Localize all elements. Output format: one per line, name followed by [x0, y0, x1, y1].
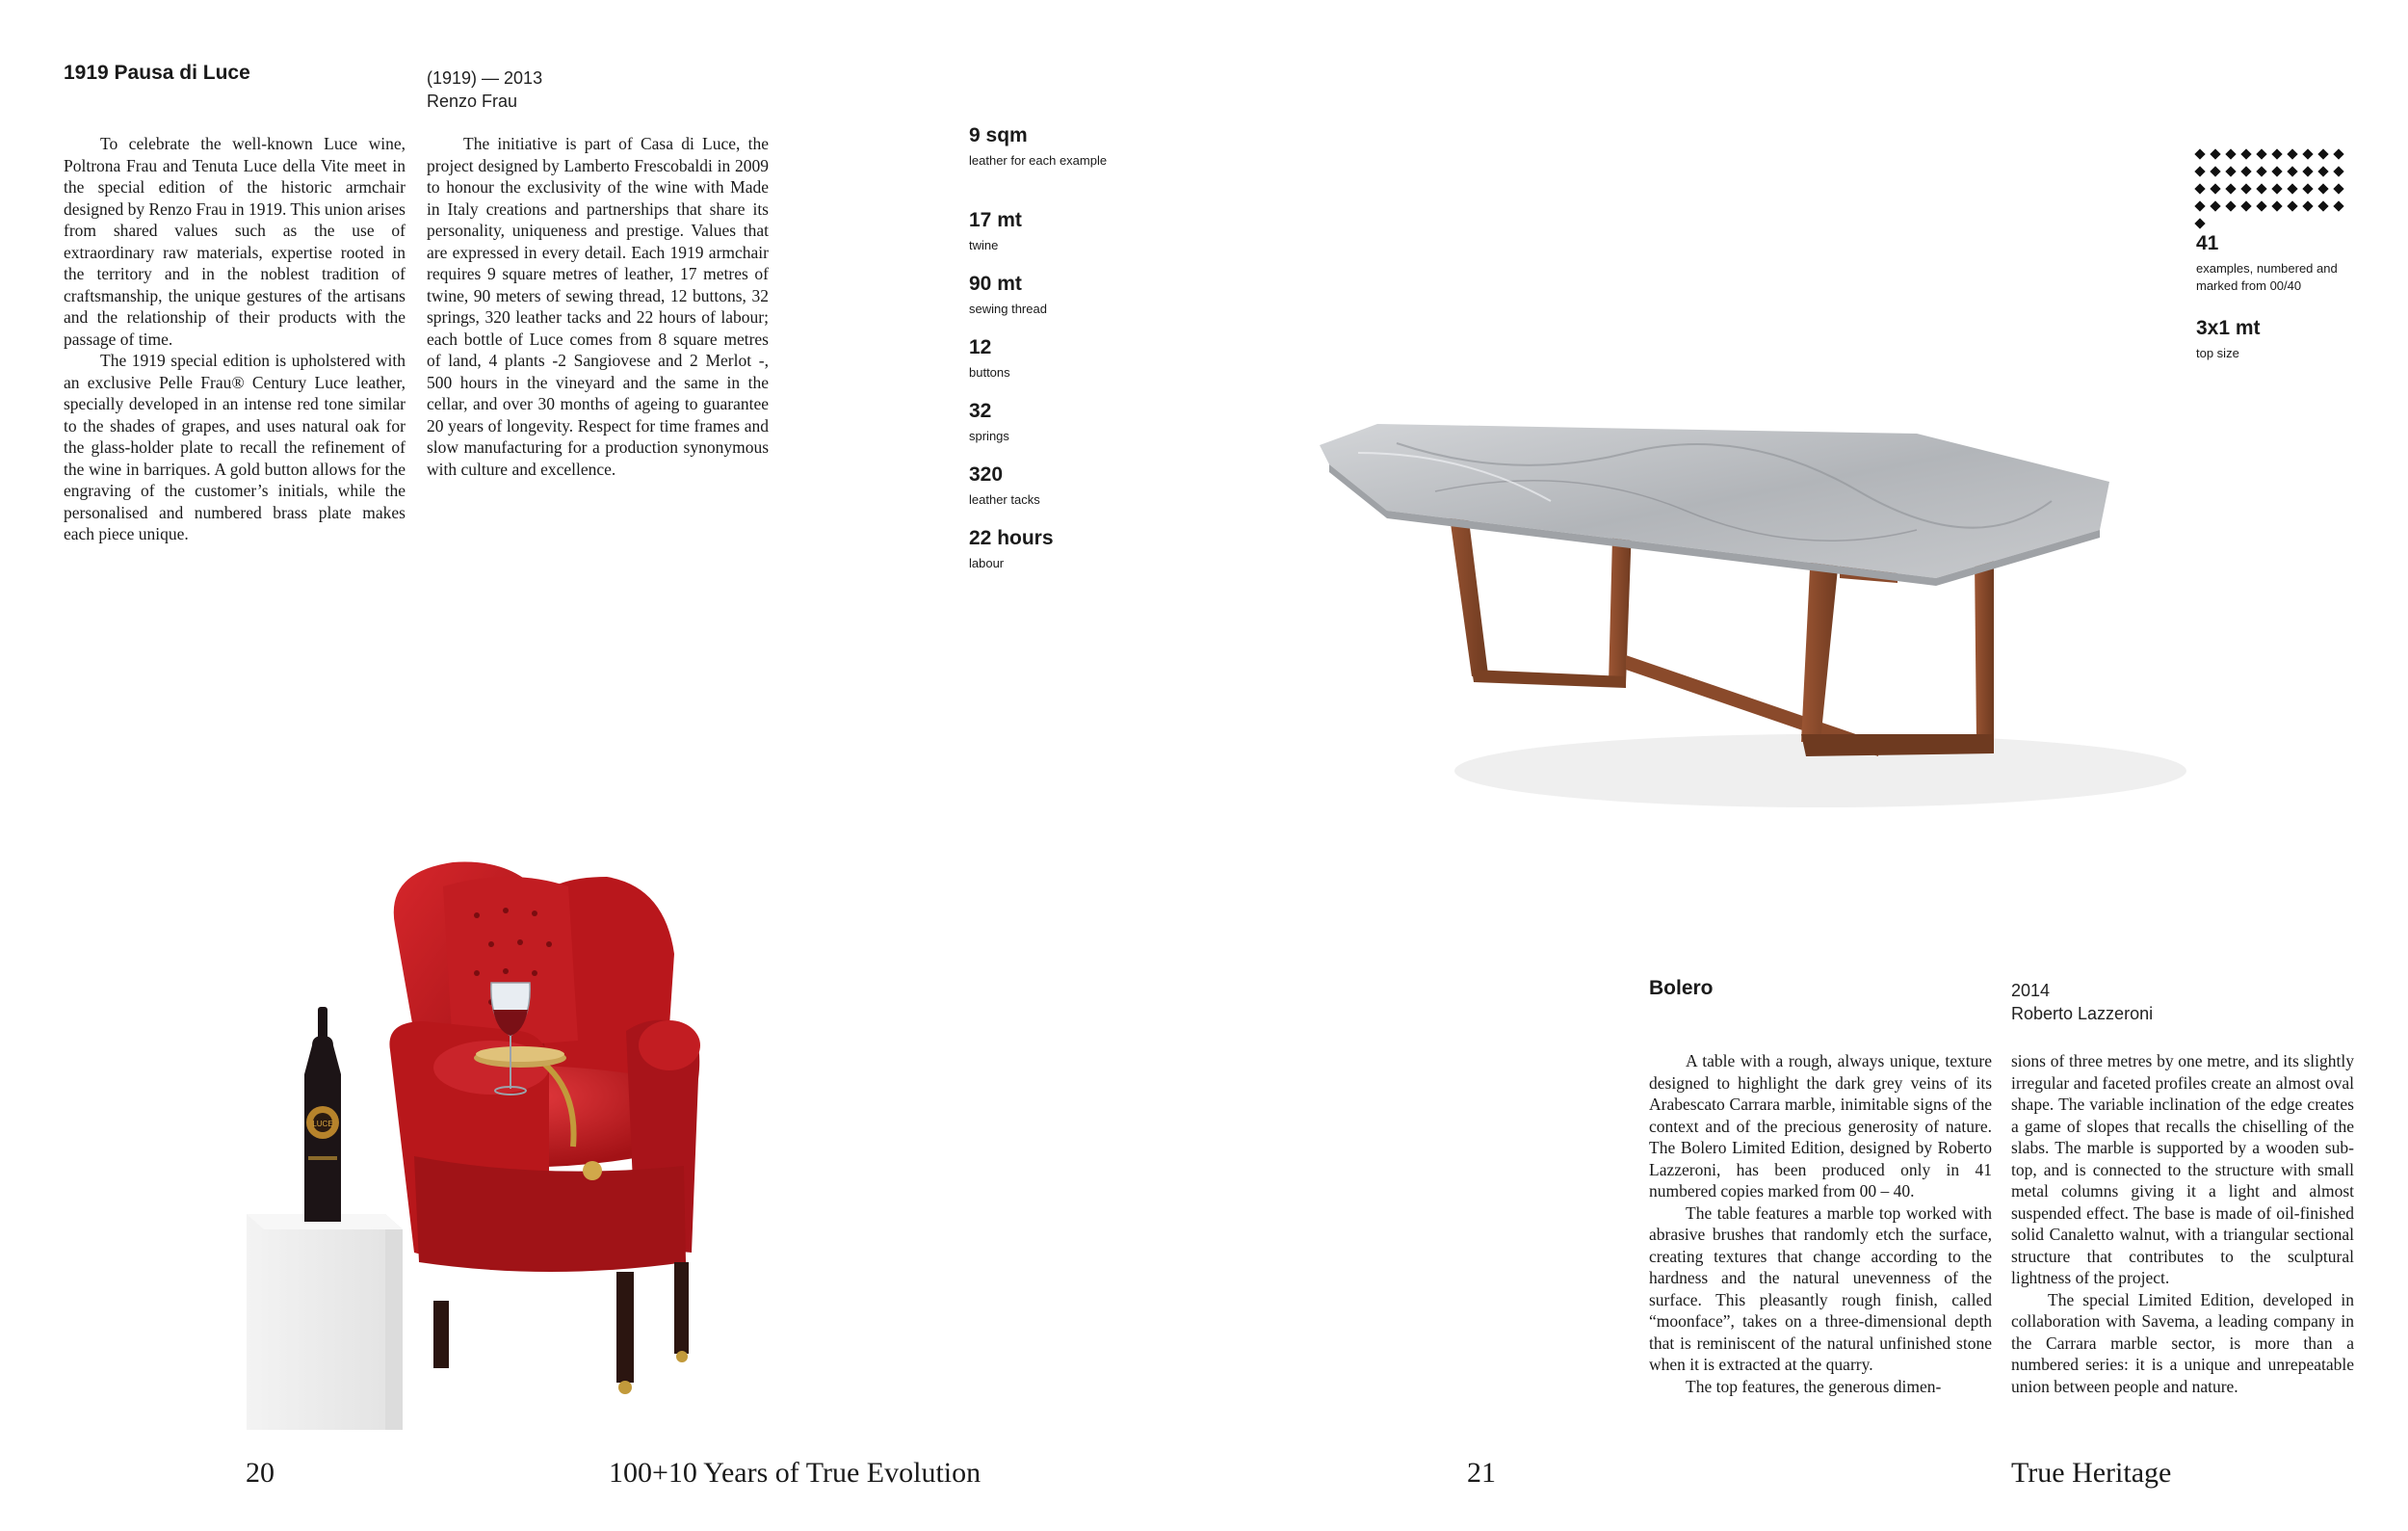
stat-label: examples, numbered and marked from 00/40 — [2196, 261, 2338, 293]
armchair-text-col1 — [64, 133, 406, 545]
diamond-marker — [2240, 183, 2251, 194]
stat — [2196, 231, 2369, 316]
diamond-marker — [2317, 166, 2328, 176]
footer-title-right: True Heritage — [2011, 1457, 2172, 1489]
diamond-marker — [2194, 166, 2205, 176]
diamond-marker — [2256, 183, 2266, 194]
diamond-marker — [2302, 183, 2313, 194]
stat-value: 320 — [969, 463, 1004, 486]
diamond-marker — [2210, 148, 2220, 159]
paragraph: The table features a marble top worked with abrasive brushes that randomly etch the surface, creating textures that change according to the hardness and the natural unevenness of the surface. This pleasantly rough finish, called “moonface”, takes on a three-dimensional depth that is reminiscent of the natural unfinished stone when it is extracted at the quarry. — [1649, 1202, 1992, 1374]
bolero-year: 2014 — [2011, 981, 2051, 1000]
paragraph: The special Limited Edition, developed in collaboration with Savema, a leading company in the Carrara marble sector, is more than a numbered series: it is a unique and unrepeatable union between people and nature. — [2011, 1289, 2354, 1396]
diamond-marker — [2194, 183, 2205, 194]
diamond-marker — [2333, 183, 2343, 194]
armchair-text-col2 — [427, 133, 769, 480]
diamond-marker — [2256, 166, 2266, 176]
paragraph: sions of three metres by one metre, and its slightly irregular and faceted profiles create an almost oval shape. The variable inclination of the edge creates a game of slopes that recalls the chiselling of the slabs. The marble is supported by a wooden sub-top, and is connected to the structure with small metal columns giving it a light and almost suspended effect. The base is made of oil-finished solid Canaletto walnut, with a triangular sectional structure that contributes to the sculptural lightness of the project. — [2011, 1051, 2354, 1287]
diamond-marker — [2317, 200, 2328, 211]
page-number-left: 20 — [246, 1457, 275, 1489]
bolero-stats — [2196, 231, 2369, 362]
stat — [969, 399, 1113, 462]
plinth — [247, 1214, 403, 1430]
stat-value: 9 sqm — [969, 124, 1028, 146]
diamond-marker — [2240, 166, 2251, 176]
diamond-marker — [2333, 200, 2343, 211]
stat — [969, 335, 1113, 399]
armchair — [389, 862, 700, 1394]
armchair-dates: (1919) — 2013 — [427, 68, 543, 88]
stat-value: 12 — [969, 336, 992, 358]
diamond-marker — [2287, 166, 2297, 176]
stat-value: 3x1 mt — [2196, 317, 2261, 339]
diamond-marker — [2271, 166, 2282, 176]
diamond-marker — [2225, 148, 2236, 159]
stat-label: sewing thread — [969, 302, 1047, 316]
diamond-marker — [2225, 166, 2236, 176]
paragraph: The top features, the generous dimen- — [1686, 1376, 1942, 1396]
stat-label: labour — [969, 556, 1005, 570]
diamond-marker — [2333, 148, 2343, 159]
armchair-stats — [969, 123, 1113, 590]
bolero-meta — [2011, 979, 2153, 1025]
diamond-marker — [2333, 166, 2343, 176]
stat-label: leather for each example — [969, 153, 1108, 168]
paragraph: To celebrate the well-known Luce wine, Poltrona Frau and Tenuta Luce della Vite meet in the special edition of the historic armchair designed by Renzo Frau in 1919. This union arises from shared values such as the use of extraordinary raw materials, expertise rooted in the territory and in the noblest tradition of craftsmanship, the unique gestures of the artisans and the relationship of their products with the passage of time. — [64, 134, 406, 349]
bolero-designer: Roberto Lazzeroni — [2011, 1004, 2154, 1023]
paragraph: The 1919 special edition is upholstered with an exclusive Pelle Frau® Century Luce leather, specially developed in an intense red tone similar to the shades of grapes, and uses natural oak for the glass-holder plate to recall the refinement of the wine in barriques. A gold button allows for the engraving of the customer’s initials, while the personalised and numbered brass plate makes each piece unique. — [64, 351, 406, 543]
bolero-table-photo — [1320, 424, 2244, 838]
stat-value: 17 mt — [969, 209, 1022, 231]
paragraph: The initiative is part of Casa di Luce, the project designed by Lamberto Frescobaldi in 2009 to honour the exclusivity of the wine with Made in Italy creations and partnerships that share its personality, uniqueness and prestige. Values that are expressed in every detail. Each 1919 armchair requires 9 square metres of leather, 17 metres of twine, 90 meters of sewing thread, 12 buttons, 32 springs, 320 leather tacks and 22 hours of labour; each bottle of Luce comes from 8 square metres of land, 4 plants -2 Sangiovese and 2 Merlot -, 500 hours in the vineyard and the same in the cellar, and over 30 months of ageing to guarantee 20 years of longevity. Respect for time frames and slow manufacturing for a production synonymous with culture and excellence. — [427, 134, 769, 479]
diamond-marker — [2302, 166, 2313, 176]
stat-value: 32 — [969, 400, 992, 422]
stat — [2196, 316, 2369, 362]
stat-value: 41 — [2196, 232, 2219, 254]
diamond-marker — [2271, 148, 2282, 159]
armchair-meta — [427, 66, 542, 113]
diamond-marker — [2194, 200, 2205, 211]
diamond-marker — [2287, 200, 2297, 211]
wine-bottle — [304, 1007, 341, 1222]
diamond-marker — [2256, 200, 2266, 211]
diamond-marker — [2317, 183, 2328, 194]
table-top — [1320, 424, 2109, 586]
stat — [969, 462, 1113, 526]
stat — [969, 526, 1113, 590]
diamond-marker — [2302, 148, 2313, 159]
stat-value: 90 mt — [969, 273, 1022, 295]
wine-label-text: LUCE — [312, 1120, 333, 1128]
diamond-marker — [2302, 200, 2313, 211]
diamond-marker — [2210, 183, 2220, 194]
bolero-title: Bolero — [1649, 977, 1714, 999]
diamond-marker — [2287, 148, 2297, 159]
diamond-marker — [2240, 148, 2251, 159]
diamond-marker — [2194, 218, 2205, 228]
bolero-text-col2 — [2011, 1050, 2354, 1397]
diamond-marker — [2256, 148, 2266, 159]
bolero-text-col1 — [1649, 1050, 1992, 1397]
stat — [969, 123, 1113, 208]
diamond-marker — [2210, 166, 2220, 176]
diamond-marker — [2271, 200, 2282, 211]
stat-label: twine — [969, 238, 999, 252]
diamond-marker — [2225, 183, 2236, 194]
stat-label: buttons — [969, 365, 1010, 380]
diamond-marker — [2271, 183, 2282, 194]
armchair-designer: Renzo Frau — [427, 92, 518, 111]
armchair-title: 1919 Pausa di Luce — [64, 62, 250, 84]
diamond-marker — [2225, 200, 2236, 211]
stat — [969, 208, 1113, 272]
stat-label: leather tacks — [969, 492, 1040, 507]
diamond-marker — [2210, 200, 2220, 211]
stat-value: 22 hours — [969, 527, 1054, 549]
stat — [969, 272, 1113, 335]
diamond-marker — [2194, 148, 2205, 159]
diamond-marker — [2240, 200, 2251, 211]
stat-label: springs — [969, 429, 1009, 443]
stat-label: top size — [2196, 346, 2239, 360]
armchair-photo — [231, 848, 963, 1436]
footer-title-left: 100+10 Years of True Evolution — [609, 1457, 982, 1489]
diamond-marker — [2287, 183, 2297, 194]
diamond-counter — [2192, 146, 2356, 233]
page-number-right: 21 — [1467, 1457, 1496, 1489]
diamond-marker — [2317, 148, 2328, 159]
paragraph: A table with a rough, always unique, texture designed to highlight the dark grey veins of its Arabescato Carrara marble, inimitable signs of the context and of the precious generosity of nature. The Bolero Limited Edition, designed by Roberto Lazzeroni, has been produced only in 41 numbered copies marked from 00 – 40. — [1649, 1051, 1992, 1201]
